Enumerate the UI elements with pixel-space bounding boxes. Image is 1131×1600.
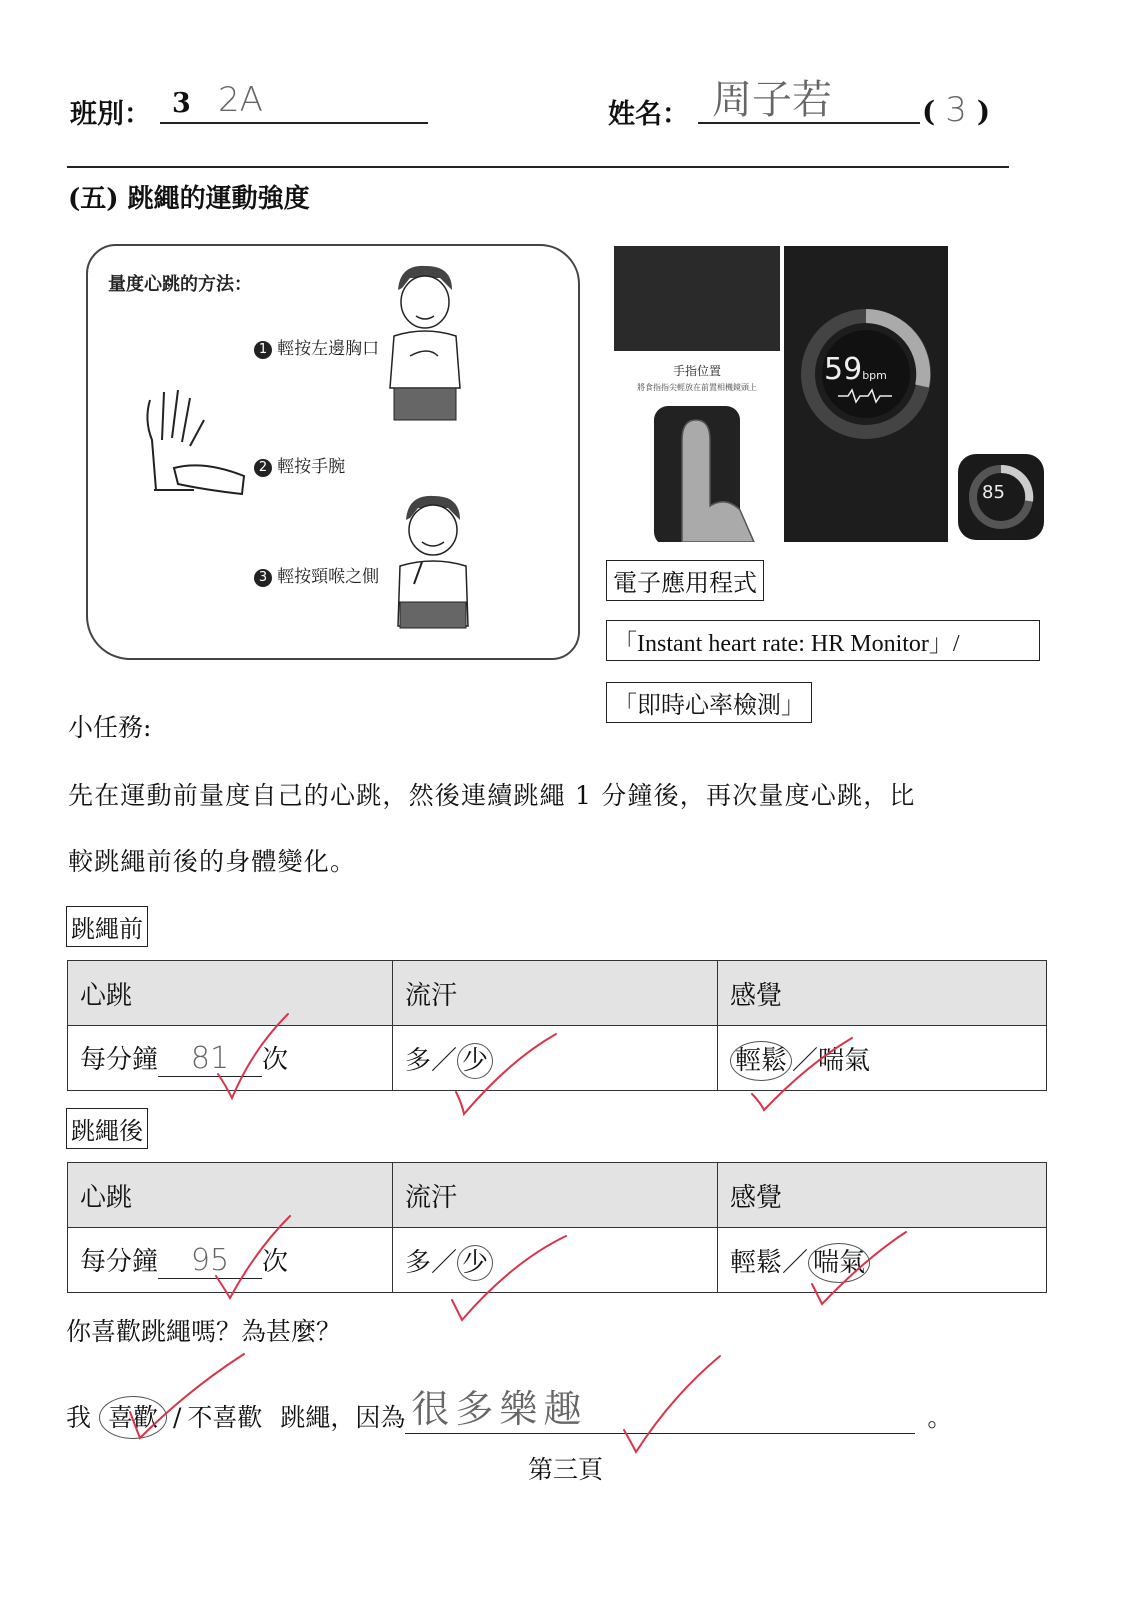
hr-suffix: 次 xyxy=(262,1045,289,1075)
answer-end: 。 xyxy=(927,1403,953,1432)
choice-dislike[interactable]: 不喜歡 xyxy=(187,1403,263,1432)
name-written: 周子若 xyxy=(712,77,832,123)
task-title: 小任務: xyxy=(68,713,152,742)
choice-like-circled[interactable]: 喜歡 xyxy=(99,1396,167,1439)
task-line-2: 較跳繩前後的身體變化。 xyxy=(68,847,357,876)
answer-written: 很多樂趣 xyxy=(411,1387,588,1431)
task-line-1: 先在運動前量度自己的心跳，然後連續跳繩 1 分鐘後，再次量度心跳，比 xyxy=(68,781,916,810)
hr-blank[interactable] xyxy=(158,1041,262,1077)
app-icon-value: 85 xyxy=(982,482,1005,503)
sweat-option-b-circled[interactable]: 少 xyxy=(457,1043,493,1079)
after-table xyxy=(67,1162,1047,1293)
class-field[interactable] xyxy=(160,80,428,124)
bpm-readout xyxy=(824,352,887,387)
sweat-cell[interactable] xyxy=(393,1026,718,1091)
feel-option-a-circled[interactable]: 輕鬆 xyxy=(730,1041,792,1081)
phone-screenshot-right xyxy=(784,246,948,542)
header-sweat: 流汗 xyxy=(393,1163,718,1228)
step-1-number: 1 xyxy=(254,341,272,359)
step-2 xyxy=(254,452,345,477)
feel-sep: ／ xyxy=(792,1045,819,1076)
before-table xyxy=(67,960,1047,1091)
class-label: 班別： xyxy=(70,99,151,130)
answer-prefix: 我 xyxy=(66,1403,92,1432)
step-3-number: 3 xyxy=(254,569,272,587)
choice-sep: / xyxy=(172,1403,182,1432)
sweat-option-a[interactable]: 多 xyxy=(405,1045,432,1076)
after-label: 跳繩後 xyxy=(66,1108,148,1149)
app-label: 電子應用程式 xyxy=(606,560,764,601)
phone-screenshot-left xyxy=(614,246,780,542)
section-title: (五) 跳繩的運動強度 xyxy=(68,184,310,214)
feel-option-a[interactable]: 輕鬆 xyxy=(730,1247,783,1278)
app-name-chinese: 「即時心率檢測」 xyxy=(606,682,812,723)
header-heartbeat: 心跳 xyxy=(68,1163,393,1228)
header-sweat: 流汗 xyxy=(393,961,718,1026)
sweat-sep: ／ xyxy=(431,1045,458,1076)
feeling-cell[interactable] xyxy=(718,1228,1047,1293)
step-3-text: 輕按頸喉之側 xyxy=(277,567,380,587)
hr-prefix: 每分鐘 xyxy=(80,1045,159,1075)
finger-illustration xyxy=(654,406,774,542)
page-number: 第三頁 xyxy=(527,1455,603,1484)
table-row xyxy=(68,1228,1047,1293)
answer-blank[interactable] xyxy=(405,1378,915,1434)
number-close: ) xyxy=(976,95,991,128)
feeling-cell[interactable] xyxy=(718,1026,1047,1091)
number-written: 3 xyxy=(945,90,967,130)
heartbeat-cell xyxy=(68,1026,393,1091)
heartbeat-cell xyxy=(68,1228,393,1293)
sweat-cell[interactable] xyxy=(393,1228,718,1293)
hr-written: 81 xyxy=(190,1041,230,1076)
hr-suffix: 次 xyxy=(262,1247,289,1277)
class-number xyxy=(922,90,990,130)
table-header-row xyxy=(68,1163,1047,1228)
question-text: 你喜歡跳繩嗎？為甚麼？ xyxy=(66,1317,342,1346)
hr-prefix: 每分鐘 xyxy=(80,1247,159,1277)
boy-neck-illustration xyxy=(388,490,478,640)
feel-sep: ／ xyxy=(782,1247,809,1278)
app-icon xyxy=(958,454,1044,540)
step-2-text: 輕按手腕 xyxy=(277,457,346,477)
pulse-wave-icon xyxy=(838,388,892,404)
answer-line xyxy=(66,1378,952,1434)
feel-option-b-circled[interactable]: 喘氣 xyxy=(808,1243,870,1283)
header-feeling: 感覺 xyxy=(718,1163,1047,1228)
bpm-value: 59 xyxy=(824,352,863,387)
hr-written: 95 xyxy=(190,1243,230,1278)
phone-caption: 手指位置 xyxy=(672,364,721,378)
step-3 xyxy=(254,562,379,587)
sweat-option-b-circled[interactable]: 少 xyxy=(457,1245,493,1281)
step-2-number: 2 xyxy=(254,459,272,477)
methods-title: 量度心跳的方法： xyxy=(108,274,252,295)
header-feeling: 感覺 xyxy=(718,961,1047,1026)
number-open: ( xyxy=(922,95,936,128)
app-name-english: 「Instant heart rate: HR Monitor」/ xyxy=(606,620,1040,661)
header-heartbeat: 心跳 xyxy=(68,961,393,1026)
boy-chest-illustration xyxy=(380,260,470,430)
answer-mid: 跳繩，因為 xyxy=(280,1403,406,1432)
class-printed: 3 xyxy=(172,88,191,119)
table-header-row xyxy=(68,961,1047,1026)
hr-blank[interactable] xyxy=(158,1243,262,1279)
step-1-text: 輕按左邊胸口 xyxy=(277,339,380,359)
feel-option-b[interactable]: 喘氣 xyxy=(818,1045,871,1076)
header-rule xyxy=(67,166,1009,168)
wrist-illustration xyxy=(134,380,254,500)
bpm-unit: bpm xyxy=(862,369,887,382)
sweat-option-a[interactable]: 多 xyxy=(405,1247,432,1278)
sweat-sep: ／ xyxy=(431,1247,458,1278)
table-row xyxy=(68,1026,1047,1091)
name-field[interactable] xyxy=(698,77,920,124)
class-written: 2A xyxy=(218,80,263,120)
before-label: 跳繩前 xyxy=(66,906,148,947)
name-label: 姓名： xyxy=(608,99,689,130)
step-1 xyxy=(254,334,379,359)
methods-card xyxy=(86,244,580,660)
phone-hint: 將食指指尖輕放在前置相機鏡頭上 xyxy=(637,383,757,392)
